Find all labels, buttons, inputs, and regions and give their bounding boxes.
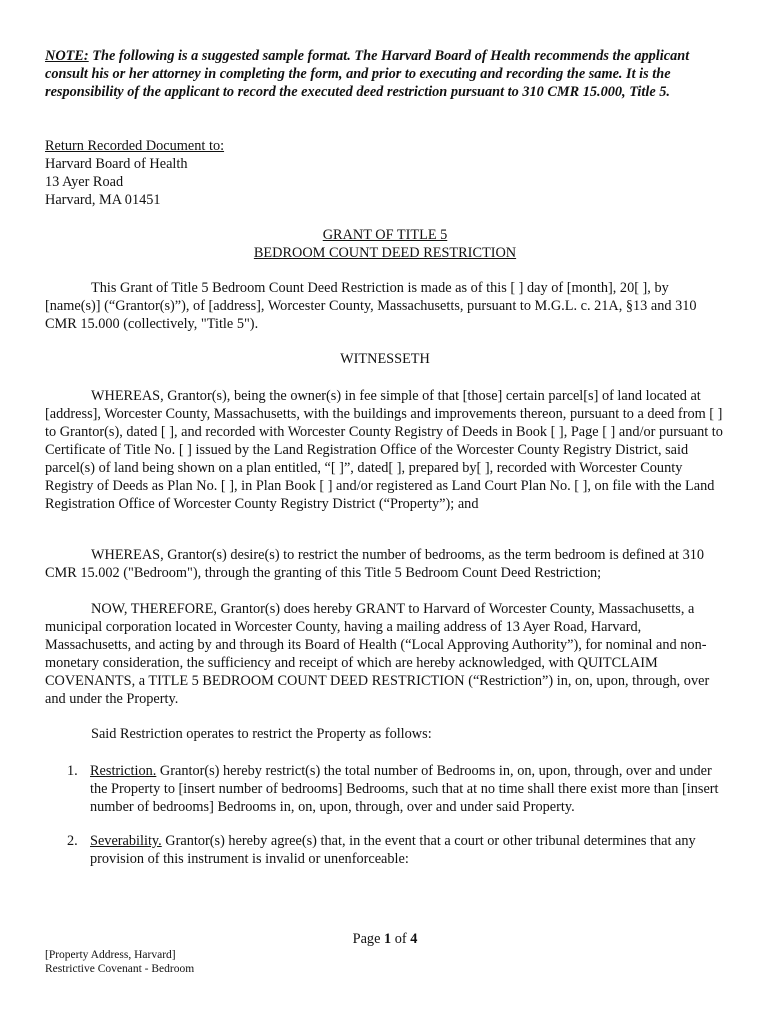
list-item-number: 2. xyxy=(67,833,78,849)
list-item-restriction xyxy=(45,762,725,816)
page-footer xyxy=(45,948,194,976)
page-current: 1 xyxy=(384,931,392,947)
said-restriction-paragraph: Said Restriction operates to restrict the Property as follows: xyxy=(91,726,432,742)
footer-line-1: [Property Address, Harvard] xyxy=(45,949,176,961)
whereas-paragraph-2: WHEREAS, Grantor(s) desire(s) to restrict the number of bedrooms, as the term bedroom is defined at 310 CMR 15.002 ("Bedroom"), through the granting of this Title 5 Bedroom Count Deed Restriction; xyxy=(45,547,705,581)
list-item-text: Grantor(s) hereby restrict(s) the total number of Bedrooms in, on, upon, through, over and under the Property to [insert number of bedrooms] Bedrooms, such that at no time shall there exist more than [insert number of bedrooms] Bedrooms in, on, upon, through, over and under said Property. xyxy=(90,763,719,815)
page-total: 4 xyxy=(410,931,418,947)
note-text: The following is a suggested sample format. The Harvard Board of Health recommends the applicant consult his or her attorney in completing the form, and prior to executing and recording the same. It is the responsibility of the applicant to record the executed deed restriction pursuant to 310 CMR 15.000, Title 5. xyxy=(45,48,690,100)
footer-line-2: Restrictive Covenant - Bedroom xyxy=(45,963,195,975)
page-prefix: Page xyxy=(352,931,384,947)
return-line-2: 13 Ayer Road xyxy=(45,174,124,190)
document-title xyxy=(45,226,725,262)
whereas-paragraph-1: WHEREAS, Grantor(s), being the owner(s) in fee simple of that [those] certain parcel[s] of land located at [address], Worcester County, Massachusetts, with the buildings and improvements thereon, pursuant to a deed from [ ] to Grantor(s), dated [ ], and recorded with Worcester County Registry of Deeds in Book [ ], Page [ ] and/or pursuant to Certificate of Title No. [ ] issued by the Land Registration Office of the Worcester County Registry District, said parcel(s) of land being shown on a plan entitled, “[ ]”, dated[ ], prepared by[ ], recorded with Worcester County Registry of Deeds as Plan No. [ ], in Plan Book [ ] and/or registered as Land Court Plan No. [ ], on file with the Land Registration Office of Worcester County Registry District (“Property”); and xyxy=(45,388,723,512)
list-item-heading: Severability. xyxy=(90,833,162,849)
page-middle: of xyxy=(391,931,411,947)
title-line-1: GRANT OF TITLE 5 xyxy=(322,227,448,243)
now-therefore-paragraph: NOW, THEREFORE, Grantor(s) does hereby GRANT to Harvard of Worcester County, Massachusetts, a municipal corporation located in Worcester County, having a mailing address of 13 Ayer Road, Harvard, Massachusetts, and acting by and through its Board of Health (“Local Approving Authority”), for nominal and non-monetary consideration, the sufficiency and receipt of which are hereby acknowledged, with QUITCLAIM COVENANTS, a TITLE 5 BEDROOM COUNT DEED RESTRICTION (“Restriction”) in, on, upon, through, over and under the Property. xyxy=(45,601,710,707)
page-number xyxy=(0,930,770,948)
return-line-3: Harvard, MA 01451 xyxy=(45,192,161,208)
intro-paragraph: This Grant of Title 5 Bedroom Count Deed Restriction is made as of this [ ] day of [month], 20[ ], by [name(s)] (“Grantor(s)”), of [address], Worcester County, Massachusetts, pursuant to M.G.L. c. 21A, §13 and 310 CMR 15.000 (collectively, "Title 5"). xyxy=(45,280,697,332)
return-address-block xyxy=(45,137,725,209)
return-label: Return Recorded Document to: xyxy=(45,138,225,154)
note-paragraph xyxy=(45,47,725,101)
list-item-severability xyxy=(45,832,725,868)
title-line-2: BEDROOM COUNT DEED RESTRICTION xyxy=(253,245,517,261)
list-item-number: 1. xyxy=(67,763,78,779)
witnesseth-heading: WITNESSETH xyxy=(340,351,430,367)
list-item-text: Grantor(s) hereby agree(s) that, in the event that a court or other tribunal determines that any provision of this instrument is invalid or unenforceable: xyxy=(90,833,696,867)
note-label: NOTE: xyxy=(45,48,89,64)
return-line-1: Harvard Board of Health xyxy=(45,156,188,172)
list-item-heading: Restriction. xyxy=(90,763,157,779)
